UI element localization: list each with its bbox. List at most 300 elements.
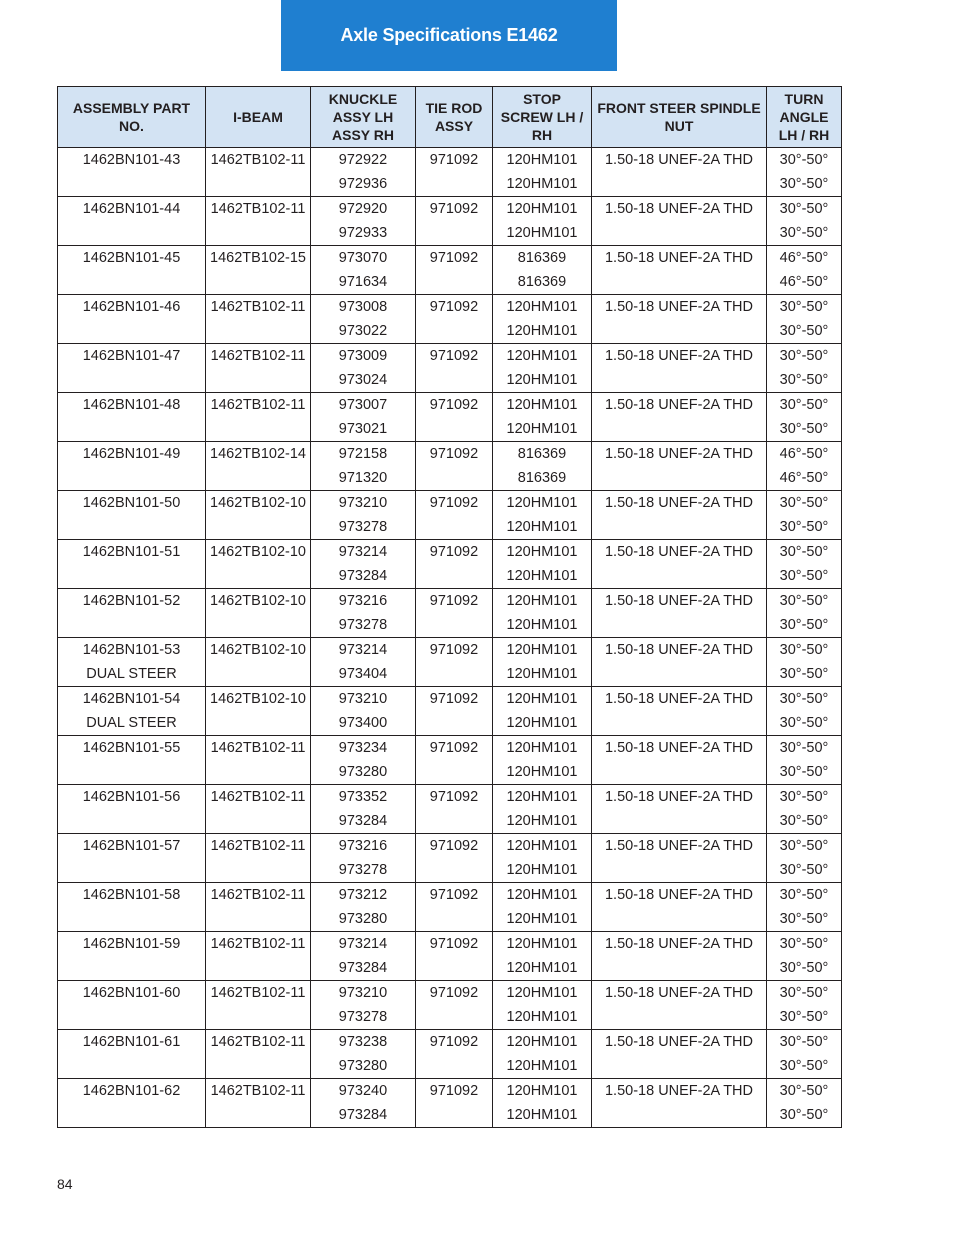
turn-angle-cell (767, 883, 842, 932)
cell-text: 30°-50° (779, 960, 829, 976)
spindle-nut-cell (592, 589, 767, 638)
axle-specifications-table (57, 86, 842, 1128)
cell-text: 1462TB102-11 (210, 887, 306, 903)
table-row (58, 883, 842, 932)
assembly-part-no-cell (58, 981, 206, 1030)
cell-text: 30°-50° (779, 691, 829, 707)
assembly-part-no-cell (58, 393, 206, 442)
i-beam-cell (206, 589, 311, 638)
cell-text: 1.50-18 UNEF-2A THD (604, 1034, 753, 1050)
cell-text: 1462TB102-11 (210, 838, 306, 854)
spindle-nut-cell (592, 344, 767, 393)
knuckle-assy-cell (311, 442, 416, 491)
cell-text: 120HM101 (506, 372, 578, 388)
tie-rod-cell (416, 393, 493, 442)
assembly-part-no-cell (58, 442, 206, 491)
cell-text: 30°-50° (779, 568, 829, 584)
stop-screw-cell (493, 638, 592, 687)
cell-text: 30°-50° (779, 225, 829, 241)
cell-text: 816369 (517, 446, 567, 462)
cell-text: 30°-50° (779, 1058, 829, 1074)
cell-text (60, 221, 203, 245)
table-row (58, 148, 842, 197)
i-beam-cell (206, 295, 311, 344)
cell-text: 973008 (338, 299, 388, 315)
cell-text: 1462TB102-11 (210, 740, 306, 756)
turn-angle-cell (767, 197, 842, 246)
assembly-part-no-cell (58, 344, 206, 393)
cell-text (60, 368, 203, 392)
cell-text: 971092 (429, 642, 479, 658)
cell-text: 120HM101 (506, 666, 578, 682)
table-row (58, 687, 842, 736)
cell-text: 971092 (429, 593, 479, 609)
table-row (58, 246, 842, 295)
tie-rod-cell (416, 687, 493, 736)
cell-text: 1462BN101-45 (82, 250, 181, 266)
column-header-tie-rod-assy: TIE ROD ASSY (416, 87, 493, 148)
stop-screw-cell (493, 883, 592, 932)
cell-text: 972158 (338, 446, 388, 462)
cell-text: 120HM101 (506, 887, 578, 903)
cell-text: 30°-50° (779, 740, 829, 756)
cell-text: 973278 (338, 519, 388, 535)
cell-text: 30°-50° (779, 201, 829, 217)
cell-text: 120HM101 (506, 1058, 578, 1074)
cell-text: 1462BN101-60 (82, 985, 181, 1001)
knuckle-assy-cell (311, 393, 416, 442)
cell-text: 120HM101 (506, 617, 578, 633)
knuckle-assy-cell (311, 491, 416, 540)
tie-rod-cell (416, 148, 493, 197)
assembly-part-no-cell (58, 883, 206, 932)
cell-text (60, 172, 203, 196)
i-beam-cell (206, 540, 311, 589)
cell-text (60, 956, 203, 980)
turn-angle-cell (767, 932, 842, 981)
cell-text: 30°-50° (779, 519, 829, 535)
assembly-part-no-cell (58, 834, 206, 883)
cell-text (60, 1005, 203, 1029)
cell-text (60, 564, 203, 588)
cell-text: 1462BN101-53 (82, 642, 181, 658)
cell-text (60, 760, 203, 784)
cell-text: 971092 (429, 936, 479, 952)
cell-text: 971092 (429, 887, 479, 903)
turn-angle-cell (767, 344, 842, 393)
knuckle-assy-cell (311, 736, 416, 785)
cell-text: 816369 (517, 470, 567, 486)
assembly-part-no-cell (58, 736, 206, 785)
cell-text: 1462TB102-10 (210, 642, 306, 658)
cell-text: 1462BN101-57 (82, 838, 181, 854)
assembly-part-no-cell (58, 246, 206, 295)
spindle-nut-cell (592, 197, 767, 246)
table-row (58, 981, 842, 1030)
cell-text: 120HM101 (506, 348, 578, 364)
cell-text: 973280 (338, 911, 388, 927)
cell-text: 971092 (429, 1034, 479, 1050)
tie-rod-cell (416, 785, 493, 834)
cell-text: 120HM101 (506, 985, 578, 1001)
cell-text: 120HM101 (506, 642, 578, 658)
table-row (58, 344, 842, 393)
tie-rod-cell (416, 932, 493, 981)
cell-text: 1462BN101-59 (82, 936, 181, 952)
cell-text: 816369 (517, 274, 567, 290)
turn-angle-cell (767, 246, 842, 295)
cell-text (60, 1054, 203, 1078)
cell-text: 30°-50° (779, 397, 829, 413)
cell-text: 30°-50° (779, 838, 829, 854)
cell-text: 1.50-18 UNEF-2A THD (604, 740, 753, 756)
cell-text: 971092 (429, 838, 479, 854)
stop-screw-cell (493, 932, 592, 981)
cell-text: 120HM101 (506, 225, 578, 241)
cell-text: 120HM101 (506, 495, 578, 511)
cell-text: 971092 (429, 495, 479, 511)
cell-text: 1462BN101-58 (82, 887, 181, 903)
cell-text: 30°-50° (779, 299, 829, 315)
cell-text: 120HM101 (506, 1107, 578, 1123)
spindle-nut-cell (592, 883, 767, 932)
turn-angle-cell (767, 148, 842, 197)
tie-rod-cell (416, 981, 493, 1030)
cell-text: 120HM101 (506, 593, 578, 609)
cell-text: 971634 (338, 274, 388, 290)
assembly-part-no-cell (58, 589, 206, 638)
cell-text: 120HM101 (506, 299, 578, 315)
tie-rod-cell (416, 197, 493, 246)
table-row (58, 1030, 842, 1079)
stop-screw-cell (493, 687, 592, 736)
stop-screw-cell (493, 981, 592, 1030)
cell-text: 120HM101 (506, 176, 578, 192)
cell-text: 973021 (338, 421, 388, 437)
spindle-nut-cell (592, 540, 767, 589)
cell-text (60, 1103, 203, 1127)
turn-angle-cell (767, 442, 842, 491)
cell-text: 973216 (338, 838, 388, 854)
table-row (58, 785, 842, 834)
assembly-part-no-cell (58, 785, 206, 834)
cell-text: 1462BN101-54 (82, 691, 181, 707)
knuckle-assy-cell (311, 834, 416, 883)
cell-text: 1462BN101-55 (82, 740, 181, 756)
table-row (58, 442, 842, 491)
cell-text: 971092 (429, 544, 479, 560)
cell-text: 971320 (338, 470, 388, 486)
turn-angle-cell (767, 491, 842, 540)
page-title-banner (281, 0, 617, 71)
cell-text: 973238 (338, 1034, 388, 1050)
cell-text: 30°-50° (779, 372, 829, 388)
cell-text: 1.50-18 UNEF-2A THD (604, 348, 753, 364)
cell-text: 30°-50° (779, 176, 829, 192)
cell-text: 30°-50° (779, 152, 829, 168)
cell-text: 120HM101 (506, 152, 578, 168)
cell-text: 46°-50° (779, 250, 829, 266)
tie-rod-cell (416, 1079, 493, 1128)
assembly-part-no-cell (58, 1030, 206, 1079)
table-row (58, 932, 842, 981)
cell-text: 30°-50° (779, 544, 829, 560)
cell-text: 30°-50° (779, 862, 829, 878)
knuckle-assy-cell (311, 1079, 416, 1128)
cell-text: 972922 (338, 152, 388, 168)
cell-text: 120HM101 (506, 544, 578, 560)
turn-angle-cell (767, 540, 842, 589)
spindle-nut-cell (592, 295, 767, 344)
cell-text: 46°-50° (779, 470, 829, 486)
cell-text: 1462TB102-11 (210, 789, 306, 805)
cell-text: 1.50-18 UNEF-2A THD (604, 1083, 753, 1099)
knuckle-assy-cell (311, 197, 416, 246)
cell-text: DUAL STEER (86, 666, 177, 682)
cell-text: 30°-50° (779, 348, 829, 364)
cell-text: 120HM101 (506, 862, 578, 878)
cell-text: 1.50-18 UNEF-2A THD (604, 642, 753, 658)
knuckle-assy-cell (311, 883, 416, 932)
tie-rod-cell (416, 638, 493, 687)
column-header-stop-screw: STOP SCREW LH / RH (493, 87, 592, 148)
i-beam-cell (206, 197, 311, 246)
spindle-nut-cell (592, 736, 767, 785)
cell-text: 1462BN101-50 (82, 495, 181, 511)
knuckle-assy-cell (311, 344, 416, 393)
cell-text: 973214 (338, 642, 388, 658)
cell-text: 30°-50° (779, 887, 829, 903)
knuckle-assy-cell (311, 589, 416, 638)
cell-text: 973214 (338, 936, 388, 952)
cell-text: 30°-50° (779, 495, 829, 511)
cell-text (60, 319, 203, 343)
cell-text: 973280 (338, 764, 388, 780)
table-row (58, 197, 842, 246)
cell-text: 973070 (338, 250, 388, 266)
cell-text: 120HM101 (506, 691, 578, 707)
assembly-part-no-cell (58, 491, 206, 540)
cell-text: 30°-50° (779, 617, 829, 633)
cell-text: 30°-50° (779, 1034, 829, 1050)
cell-text: 972933 (338, 225, 388, 241)
cell-text: 1.50-18 UNEF-2A THD (604, 544, 753, 560)
cell-text: 120HM101 (506, 911, 578, 927)
cell-text: 1462BN101-47 (82, 348, 181, 364)
assembly-part-no-cell (58, 197, 206, 246)
cell-text: 973284 (338, 813, 388, 829)
i-beam-cell (206, 344, 311, 393)
table-row (58, 393, 842, 442)
knuckle-assy-cell (311, 932, 416, 981)
cell-text: 1.50-18 UNEF-2A THD (604, 446, 753, 462)
cell-text: 30°-50° (779, 593, 829, 609)
table-row (58, 736, 842, 785)
cell-text: 120HM101 (506, 764, 578, 780)
spindle-nut-cell (592, 393, 767, 442)
cell-text: 1462TB102-15 (210, 250, 306, 266)
cell-text: 973284 (338, 960, 388, 976)
i-beam-cell (206, 785, 311, 834)
i-beam-cell (206, 932, 311, 981)
cell-text: 1462TB102-11 (210, 936, 306, 952)
spindle-nut-cell (592, 442, 767, 491)
cell-text: 971092 (429, 299, 479, 315)
stop-screw-cell (493, 295, 592, 344)
spindle-nut-cell (592, 638, 767, 687)
column-header-i-beam: I-BEAM (206, 87, 311, 148)
cell-text: 1462TB102-11 (210, 348, 306, 364)
cell-text: 1.50-18 UNEF-2A THD (604, 887, 753, 903)
stop-screw-cell (493, 148, 592, 197)
cell-text: 1462BN101-43 (82, 152, 181, 168)
cell-text (60, 613, 203, 637)
cell-text: 120HM101 (506, 1034, 578, 1050)
cell-text: 971092 (429, 985, 479, 1001)
knuckle-assy-cell (311, 148, 416, 197)
cell-text: 971092 (429, 691, 479, 707)
cell-text: 1.50-18 UNEF-2A THD (604, 397, 753, 413)
cell-text: 1.50-18 UNEF-2A THD (604, 201, 753, 217)
cell-text: 971092 (429, 250, 479, 266)
cell-text: 971092 (429, 740, 479, 756)
cell-text: 30°-50° (779, 911, 829, 927)
stop-screw-cell (493, 197, 592, 246)
table-header-row (58, 87, 842, 148)
column-header-turn-angle: TURN ANGLE LH / RH (767, 87, 842, 148)
cell-text: 973404 (338, 666, 388, 682)
cell-text: 30°-50° (779, 666, 829, 682)
assembly-part-no-cell (58, 1079, 206, 1128)
assembly-part-no-cell (58, 932, 206, 981)
cell-text: 971092 (429, 1083, 479, 1099)
spindle-nut-cell (592, 491, 767, 540)
cell-text: 30°-50° (779, 764, 829, 780)
cell-text: 973278 (338, 617, 388, 633)
cell-text: 1462BN101-44 (82, 201, 181, 217)
assembly-part-no-cell (58, 148, 206, 197)
stop-screw-cell (493, 736, 592, 785)
cell-text: 972920 (338, 201, 388, 217)
stop-screw-cell (493, 491, 592, 540)
cell-text: 30°-50° (779, 789, 829, 805)
cell-text: 1462TB102-10 (210, 691, 306, 707)
turn-angle-cell (767, 785, 842, 834)
cell-text: 46°-50° (779, 274, 829, 290)
cell-text: 973210 (338, 495, 388, 511)
cell-text: 1.50-18 UNEF-2A THD (604, 936, 753, 952)
knuckle-assy-cell (311, 1030, 416, 1079)
cell-text: 120HM101 (506, 1083, 578, 1099)
cell-text: 30°-50° (779, 715, 829, 731)
cell-text: 120HM101 (506, 201, 578, 217)
cell-text (60, 809, 203, 833)
tie-rod-cell (416, 589, 493, 638)
tie-rod-cell (416, 246, 493, 295)
spindle-nut-cell (592, 148, 767, 197)
stop-screw-cell (493, 589, 592, 638)
cell-text: 971092 (429, 397, 479, 413)
spindle-nut-cell (592, 834, 767, 883)
cell-text: 973022 (338, 323, 388, 339)
cell-text: 1.50-18 UNEF-2A THD (604, 838, 753, 854)
turn-angle-cell (767, 295, 842, 344)
tie-rod-cell (416, 295, 493, 344)
spindle-nut-cell (592, 932, 767, 981)
cell-text: 971092 (429, 152, 479, 168)
cell-text: 971092 (429, 789, 479, 805)
turn-angle-cell (767, 638, 842, 687)
spindle-nut-cell (592, 981, 767, 1030)
cell-text: 30°-50° (779, 642, 829, 658)
cell-text: 1.50-18 UNEF-2A THD (604, 152, 753, 168)
i-beam-cell (206, 638, 311, 687)
cell-text: 973210 (338, 985, 388, 1001)
knuckle-assy-cell (311, 785, 416, 834)
cell-text: 1.50-18 UNEF-2A THD (604, 250, 753, 266)
column-header-assembly-part-no: ASSEMBLY PART NO. (58, 87, 206, 148)
i-beam-cell (206, 834, 311, 883)
i-beam-cell (206, 1030, 311, 1079)
cell-text: 973216 (338, 593, 388, 609)
cell-text: 973284 (338, 568, 388, 584)
cell-text: 120HM101 (506, 813, 578, 829)
turn-angle-cell (767, 1079, 842, 1128)
cell-text: 1462BN101-62 (82, 1083, 181, 1099)
cell-text: 120HM101 (506, 715, 578, 731)
cell-text: 120HM101 (506, 568, 578, 584)
cell-text: 973400 (338, 715, 388, 731)
table-row (58, 638, 842, 687)
cell-text: 973280 (338, 1058, 388, 1074)
cell-text: 973352 (338, 789, 388, 805)
cell-text: 973007 (338, 397, 388, 413)
cell-text: 30°-50° (779, 323, 829, 339)
turn-angle-cell (767, 393, 842, 442)
knuckle-assy-cell (311, 540, 416, 589)
knuckle-assy-cell (311, 687, 416, 736)
stop-screw-cell (493, 344, 592, 393)
cell-text: 120HM101 (506, 789, 578, 805)
tie-rod-cell (416, 834, 493, 883)
spindle-nut-cell (592, 1079, 767, 1128)
knuckle-assy-cell (311, 246, 416, 295)
cell-text: DUAL STEER (86, 715, 177, 731)
stop-screw-cell (493, 540, 592, 589)
tie-rod-cell (416, 491, 493, 540)
table-row (58, 834, 842, 883)
cell-text: 1462BN101-46 (82, 299, 181, 315)
cell-text: 1462TB102-11 (210, 397, 306, 413)
cell-text: 120HM101 (506, 740, 578, 756)
assembly-part-no-cell (58, 295, 206, 344)
tie-rod-cell (416, 442, 493, 491)
i-beam-cell (206, 687, 311, 736)
table-row (58, 589, 842, 638)
column-header-spindle-nut: FRONT STEER SPINDLE NUT (592, 87, 767, 148)
assembly-part-no-cell (58, 687, 206, 736)
cell-text (60, 515, 203, 539)
stop-screw-cell (493, 393, 592, 442)
cell-text: 30°-50° (779, 985, 829, 1001)
stop-screw-cell (493, 1079, 592, 1128)
cell-text: 971092 (429, 201, 479, 217)
cell-text: 30°-50° (779, 936, 829, 952)
cell-text: 120HM101 (506, 1009, 578, 1025)
i-beam-cell (206, 491, 311, 540)
table-row (58, 491, 842, 540)
table-row (58, 1079, 842, 1128)
